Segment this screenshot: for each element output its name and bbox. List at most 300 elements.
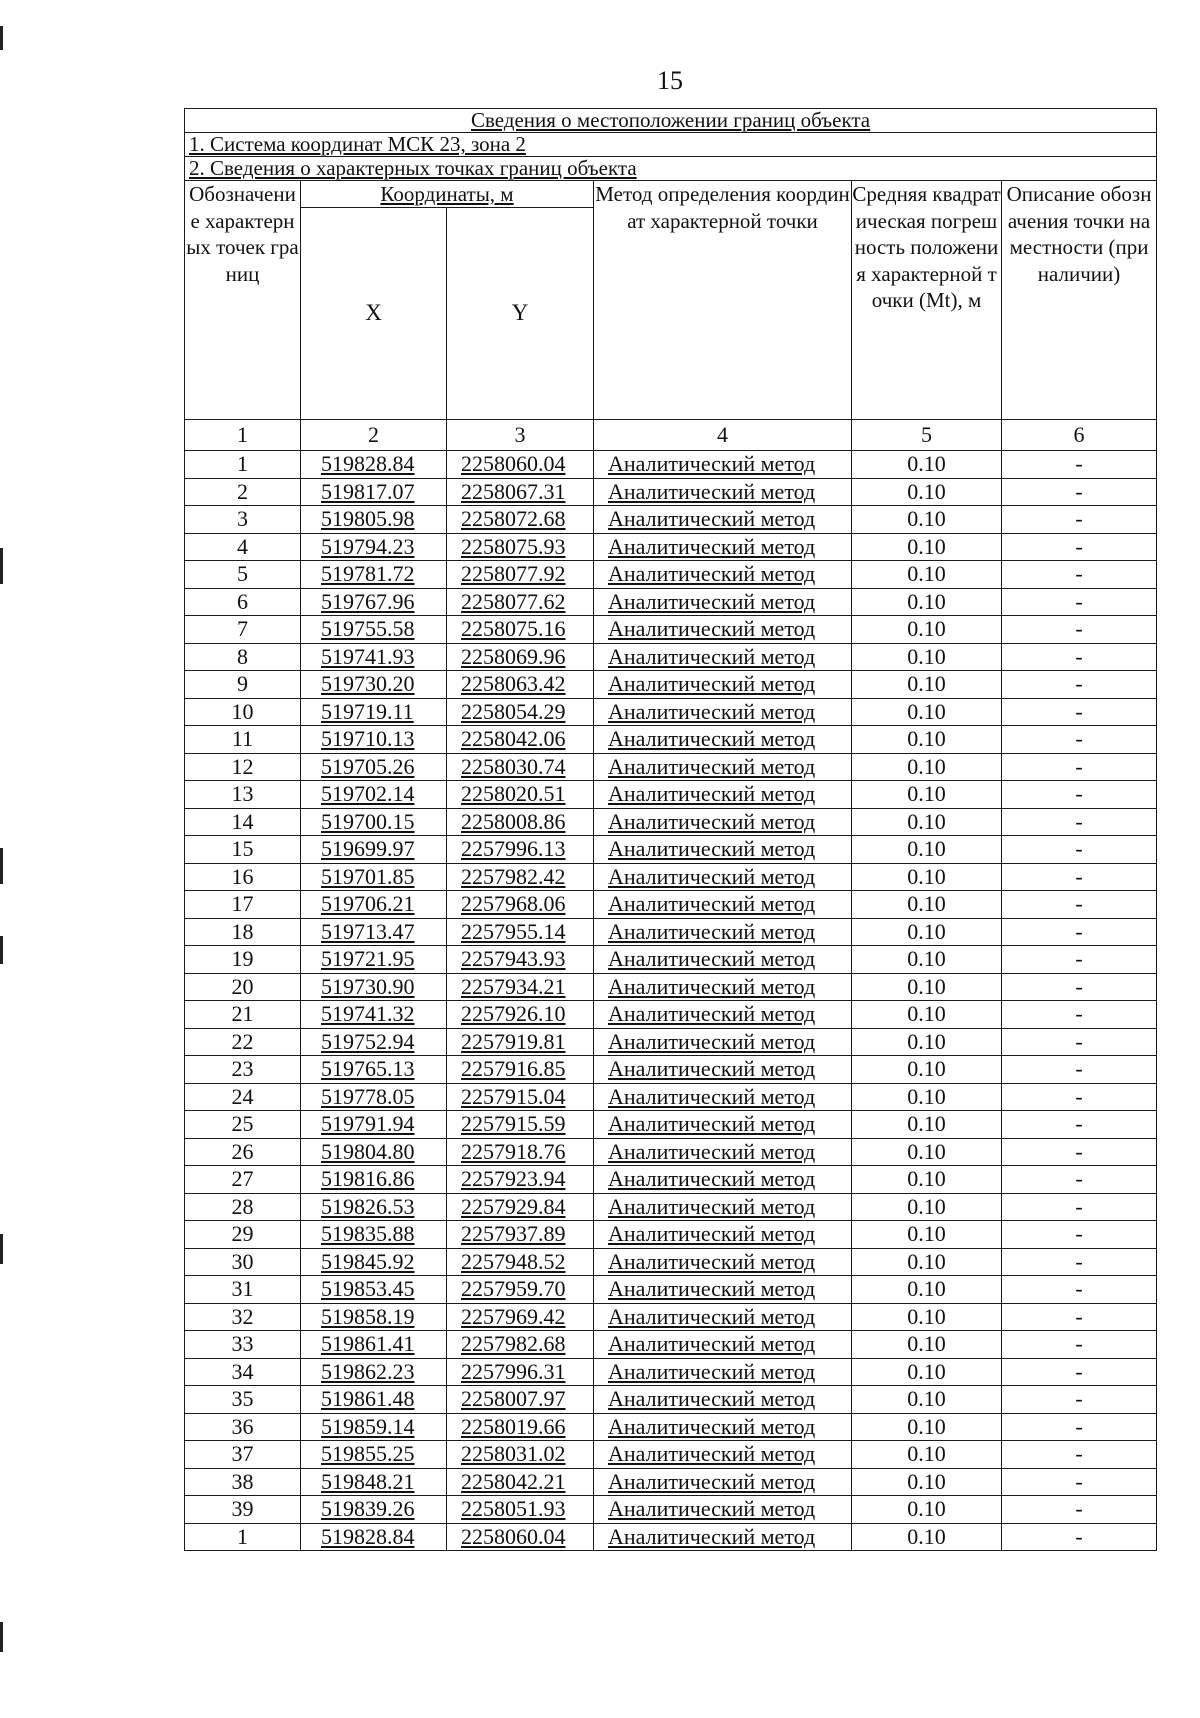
point-y: 2257919.81: [447, 1028, 594, 1056]
point-x: 519767.96: [301, 588, 447, 616]
point-method: Аналитический метод: [594, 863, 852, 891]
point-description: -: [1002, 1193, 1157, 1221]
table-row: [185, 616, 1157, 644]
point-error: 0.10: [852, 616, 1002, 644]
point-error: 0.10: [852, 726, 1002, 754]
point-description: -: [1002, 1001, 1157, 1029]
point-description: -: [1002, 1303, 1157, 1331]
point-y: 2258007.97: [447, 1386, 594, 1414]
point-description: -: [1002, 1441, 1157, 1469]
table-row: [185, 643, 1157, 671]
point-y: 2258077.92: [447, 561, 594, 589]
point-y: 2258051.93: [447, 1496, 594, 1524]
point-method: Аналитический метод: [594, 1386, 852, 1414]
table-row: [185, 478, 1157, 506]
point-method: Аналитический метод: [594, 1083, 852, 1111]
point-y: 2258075.93: [447, 533, 594, 561]
point-error: 0.10: [852, 1468, 1002, 1496]
table-row: [185, 1111, 1157, 1139]
point-method: Аналитический метод: [594, 1441, 852, 1469]
point-method: Аналитический метод: [594, 1221, 852, 1249]
point-number: 27: [185, 1166, 301, 1194]
point-x: 519848.21: [301, 1468, 447, 1496]
boundary-points-table: [184, 108, 1157, 1551]
point-x: 519853.45: [301, 1276, 447, 1304]
point-y: 2257915.59: [447, 1111, 594, 1139]
point-x: 519828.84: [301, 451, 447, 479]
table-row: [185, 973, 1157, 1001]
point-y: 2257968.06: [447, 891, 594, 919]
point-error: 0.10: [852, 506, 1002, 534]
point-y: 2257916.85: [447, 1056, 594, 1084]
point-method: Аналитический метод: [594, 533, 852, 561]
point-x: 519781.72: [301, 561, 447, 589]
table-row: [185, 533, 1157, 561]
point-description: -: [1002, 1111, 1157, 1139]
table-row: [185, 1056, 1157, 1084]
points-info-row: [185, 157, 1157, 181]
point-y: 2257918.76: [447, 1138, 594, 1166]
table-row: [185, 808, 1157, 836]
point-method: Аналитический метод: [594, 1523, 852, 1551]
point-number: 15: [185, 836, 301, 864]
point-description: -: [1002, 506, 1157, 534]
point-x: 519765.13: [301, 1056, 447, 1084]
point-number: 30: [185, 1248, 301, 1276]
point-number: 33: [185, 1331, 301, 1359]
point-description: -: [1002, 1056, 1157, 1084]
point-number: 39: [185, 1496, 301, 1524]
point-description: -: [1002, 918, 1157, 946]
point-description: -: [1002, 671, 1157, 699]
point-description: -: [1002, 726, 1157, 754]
point-y: 2258054.29: [447, 698, 594, 726]
point-error: 0.10: [852, 698, 1002, 726]
point-number: 16: [185, 863, 301, 891]
point-y: 2258019.66: [447, 1413, 594, 1441]
point-number: 20: [185, 973, 301, 1001]
table-row: [185, 1028, 1157, 1056]
page-number: 15: [657, 66, 683, 95]
scan-mark: [0, 1234, 3, 1264]
point-description: -: [1002, 1358, 1157, 1386]
point-y: 2257955.14: [447, 918, 594, 946]
point-method: Аналитический метод: [594, 1331, 852, 1359]
point-error: 0.10: [852, 478, 1002, 506]
column-number: 1: [185, 420, 301, 451]
table-row: [185, 753, 1157, 781]
point-method: Аналитический метод: [594, 451, 852, 479]
point-method: Аналитический метод: [594, 946, 852, 974]
point-number: 3: [185, 506, 301, 534]
point-y: 2258020.51: [447, 781, 594, 809]
point-description: -: [1002, 891, 1157, 919]
point-description: -: [1002, 588, 1157, 616]
table-row: [185, 451, 1157, 479]
point-error: 0.10: [852, 1056, 1002, 1084]
table-row: [185, 1386, 1157, 1414]
point-description: -: [1002, 561, 1157, 589]
point-description: -: [1002, 808, 1157, 836]
point-method: Аналитический метод: [594, 1248, 852, 1276]
point-error: 0.10: [852, 1523, 1002, 1551]
point-x: 519752.94: [301, 1028, 447, 1056]
point-x: 519855.25: [301, 1441, 447, 1469]
point-y: 2257982.42: [447, 863, 594, 891]
point-error: 0.10: [852, 533, 1002, 561]
point-description: -: [1002, 533, 1157, 561]
point-error: 0.10: [852, 588, 1002, 616]
table-row: [185, 1496, 1157, 1524]
point-number: 1: [185, 1523, 301, 1551]
point-method: Аналитический метод: [594, 808, 852, 836]
point-x: 519700.15: [301, 808, 447, 836]
point-description: -: [1002, 1248, 1157, 1276]
scan-mark: [0, 936, 3, 964]
point-method: Аналитический метод: [594, 1111, 852, 1139]
point-number: 5: [185, 561, 301, 589]
point-description: -: [1002, 1083, 1157, 1111]
point-x: 519794.23: [301, 533, 447, 561]
point-error: 0.10: [852, 1303, 1002, 1331]
point-description: -: [1002, 753, 1157, 781]
point-x: 519861.48: [301, 1386, 447, 1414]
point-y: 2257996.31: [447, 1358, 594, 1386]
point-method: Аналитический метод: [594, 671, 852, 699]
coordinate-system-row: [185, 133, 1157, 157]
point-error: 0.10: [852, 1358, 1002, 1386]
point-number: 38: [185, 1468, 301, 1496]
point-x: 519835.88: [301, 1221, 447, 1249]
point-y: 2257915.04: [447, 1083, 594, 1111]
point-error: 0.10: [852, 808, 1002, 836]
point-y: 2257948.52: [447, 1248, 594, 1276]
point-method: Аналитический метод: [594, 478, 852, 506]
scan-mark: [0, 1622, 3, 1652]
point-method: Аналитический метод: [594, 918, 852, 946]
table-row: [185, 671, 1157, 699]
point-x: 519713.47: [301, 918, 447, 946]
point-y: 2257934.21: [447, 973, 594, 1001]
points-info-heading: 2. Сведения о характерных точках границ объекта: [189, 156, 637, 180]
point-error: 0.10: [852, 946, 1002, 974]
point-number: 14: [185, 808, 301, 836]
column-number-row: [185, 420, 1157, 451]
table-row: [185, 1248, 1157, 1276]
table-row: [185, 946, 1157, 974]
point-y: 2258067.31: [447, 478, 594, 506]
point-error: 0.10: [852, 891, 1002, 919]
point-x: 519845.92: [301, 1248, 447, 1276]
point-y: 2258069.96: [447, 643, 594, 671]
column-number: 4: [594, 420, 852, 451]
point-number: 2: [185, 478, 301, 506]
point-x: 519861.41: [301, 1331, 447, 1359]
point-description: -: [1002, 1166, 1157, 1194]
table-row: [185, 1001, 1157, 1029]
point-method: Аналитический метод: [594, 1056, 852, 1084]
point-y: 2257937.89: [447, 1221, 594, 1249]
table-row: [185, 561, 1157, 589]
table-row: [185, 1468, 1157, 1496]
point-error: 0.10: [852, 1111, 1002, 1139]
table-row: [185, 1303, 1157, 1331]
point-error: 0.10: [852, 1138, 1002, 1166]
point-error: 0.10: [852, 1441, 1002, 1469]
header-x: X: [301, 208, 447, 420]
point-method: Аналитический метод: [594, 1303, 852, 1331]
point-number: 29: [185, 1221, 301, 1249]
point-number: 25: [185, 1111, 301, 1139]
point-number: 31: [185, 1276, 301, 1304]
point-description: -: [1002, 698, 1157, 726]
point-x: 519805.98: [301, 506, 447, 534]
point-x: 519778.05: [301, 1083, 447, 1111]
header-y: Y: [447, 208, 594, 420]
point-x: 519755.58: [301, 616, 447, 644]
point-error: 0.10: [852, 1276, 1002, 1304]
point-number: 32: [185, 1303, 301, 1331]
point-error: 0.10: [852, 1001, 1002, 1029]
table-row: [185, 506, 1157, 534]
point-number: 23: [185, 1056, 301, 1084]
table-row: [185, 588, 1157, 616]
point-description: -: [1002, 781, 1157, 809]
point-y: 2258031.02: [447, 1441, 594, 1469]
point-method: Аналитический метод: [594, 1001, 852, 1029]
point-number: 37: [185, 1441, 301, 1469]
table-row: [185, 1083, 1157, 1111]
point-x: 519858.19: [301, 1303, 447, 1331]
point-error: 0.10: [852, 561, 1002, 589]
header-row: [185, 181, 1157, 208]
point-method: Аналитический метод: [594, 753, 852, 781]
point-description: -: [1002, 1028, 1157, 1056]
table-row: [185, 698, 1157, 726]
header-description: Описание обозначения точки на местности (при наличии): [1002, 181, 1157, 420]
point-method: Аналитический метод: [594, 1468, 852, 1496]
point-error: 0.10: [852, 451, 1002, 479]
point-x: 519741.32: [301, 1001, 447, 1029]
point-number: 1: [185, 451, 301, 479]
point-method: Аналитический метод: [594, 1166, 852, 1194]
point-method: Аналитический метод: [594, 1496, 852, 1524]
point-method: Аналитический метод: [594, 588, 852, 616]
point-error: 0.10: [852, 918, 1002, 946]
point-y: 2258063.42: [447, 671, 594, 699]
point-method: Аналитический метод: [594, 726, 852, 754]
point-number: 24: [185, 1083, 301, 1111]
table-row: [185, 1166, 1157, 1194]
point-error: 0.10: [852, 643, 1002, 671]
point-error: 0.10: [852, 1413, 1002, 1441]
point-number: 11: [185, 726, 301, 754]
point-x: 519816.86: [301, 1166, 447, 1194]
point-method: Аналитический метод: [594, 1028, 852, 1056]
point-number: 26: [185, 1138, 301, 1166]
point-error: 0.10: [852, 863, 1002, 891]
table-row: [185, 1413, 1157, 1441]
point-method: Аналитический метод: [594, 973, 852, 1001]
point-number: 10: [185, 698, 301, 726]
table-row: [185, 1358, 1157, 1386]
point-x: 519706.21: [301, 891, 447, 919]
point-x: 519710.13: [301, 726, 447, 754]
point-y: 2258042.21: [447, 1468, 594, 1496]
table-row: [185, 1193, 1157, 1221]
point-y: 2258008.86: [447, 808, 594, 836]
point-number: 7: [185, 616, 301, 644]
point-number: 8: [185, 643, 301, 671]
table-row: [185, 863, 1157, 891]
scan-mark: [0, 848, 3, 884]
point-description: -: [1002, 1331, 1157, 1359]
point-error: 0.10: [852, 1083, 1002, 1111]
point-y: 2257923.94: [447, 1166, 594, 1194]
table-row: [185, 1221, 1157, 1249]
point-description: -: [1002, 1523, 1157, 1551]
point-x: 519721.95: [301, 946, 447, 974]
header-error: Средняя квадратическая погрешность положения характерной точки (Mt), м: [852, 181, 1002, 420]
point-x: 519701.85: [301, 863, 447, 891]
point-error: 0.10: [852, 1386, 1002, 1414]
table-row: [185, 1441, 1157, 1469]
point-y: 2258060.04: [447, 1523, 594, 1551]
point-description: -: [1002, 973, 1157, 1001]
point-description: -: [1002, 836, 1157, 864]
point-description: -: [1002, 616, 1157, 644]
point-method: Аналитический метод: [594, 1413, 852, 1441]
point-error: 0.10: [852, 1166, 1002, 1194]
point-description: -: [1002, 451, 1157, 479]
point-number: 35: [185, 1386, 301, 1414]
boundary-points-sheet: [184, 108, 1156, 1551]
point-error: 0.10: [852, 836, 1002, 864]
point-y: 2257982.68: [447, 1331, 594, 1359]
point-method: Аналитический метод: [594, 561, 852, 589]
point-y: 2258072.68: [447, 506, 594, 534]
point-method: Аналитический метод: [594, 1358, 852, 1386]
point-y: 2257959.70: [447, 1276, 594, 1304]
point-y: 2257926.10: [447, 1001, 594, 1029]
point-x: 519730.90: [301, 973, 447, 1001]
point-description: -: [1002, 643, 1157, 671]
point-x: 519699.97: [301, 836, 447, 864]
point-number: 12: [185, 753, 301, 781]
point-number: 9: [185, 671, 301, 699]
point-y: 2258077.62: [447, 588, 594, 616]
column-number: 6: [1002, 420, 1157, 451]
scan-mark: [0, 548, 3, 584]
point-error: 0.10: [852, 1221, 1002, 1249]
point-description: -: [1002, 1276, 1157, 1304]
title-row: [185, 109, 1157, 133]
table-row: [185, 1331, 1157, 1359]
point-description: -: [1002, 1221, 1157, 1249]
point-description: -: [1002, 1468, 1157, 1496]
point-y: 2258042.06: [447, 726, 594, 754]
point-method: Аналитический метод: [594, 1276, 852, 1304]
point-error: 0.10: [852, 753, 1002, 781]
point-x: 519826.53: [301, 1193, 447, 1221]
table-row: [185, 1138, 1157, 1166]
point-method: Аналитический метод: [594, 891, 852, 919]
table-row: [185, 726, 1157, 754]
point-x: 519862.23: [301, 1358, 447, 1386]
point-x: 519804.80: [301, 1138, 447, 1166]
point-method: Аналитический метод: [594, 1193, 852, 1221]
point-method: Аналитический метод: [594, 616, 852, 644]
point-number: 34: [185, 1358, 301, 1386]
point-x: 519859.14: [301, 1413, 447, 1441]
point-error: 0.10: [852, 781, 1002, 809]
point-x: 519705.26: [301, 753, 447, 781]
header-coordinates: [301, 181, 594, 208]
point-error: 0.10: [852, 671, 1002, 699]
point-x: 519730.20: [301, 671, 447, 699]
point-method: Аналитический метод: [594, 1138, 852, 1166]
point-y: 2257969.42: [447, 1303, 594, 1331]
point-method: Аналитический метод: [594, 698, 852, 726]
point-number: 21: [185, 1001, 301, 1029]
point-number: 19: [185, 946, 301, 974]
point-description: -: [1002, 946, 1157, 974]
point-number: 13: [185, 781, 301, 809]
table-row: [185, 1276, 1157, 1304]
point-description: -: [1002, 1386, 1157, 1414]
point-number: 22: [185, 1028, 301, 1056]
coordinate-system: 1. Система координат МСК 23, зона 2: [189, 132, 526, 156]
point-x: 519719.11: [301, 698, 447, 726]
point-error: 0.10: [852, 1248, 1002, 1276]
point-description: -: [1002, 863, 1157, 891]
point-y: 2258075.16: [447, 616, 594, 644]
point-error: 0.10: [852, 1193, 1002, 1221]
point-x: 519839.26: [301, 1496, 447, 1524]
point-description: -: [1002, 1496, 1157, 1524]
column-number: 3: [447, 420, 594, 451]
point-x: 519828.84: [301, 1523, 447, 1551]
table-row: [185, 836, 1157, 864]
point-number: 6: [185, 588, 301, 616]
point-error: 0.10: [852, 1331, 1002, 1359]
point-number: 18: [185, 918, 301, 946]
scan-mark: [0, 26, 3, 50]
column-number: 5: [852, 420, 1002, 451]
table-row: [185, 918, 1157, 946]
point-x: 519817.07: [301, 478, 447, 506]
table-title: Сведения о местоположении границ объекта: [470, 108, 871, 132]
point-description: -: [1002, 1413, 1157, 1441]
point-y: 2257943.93: [447, 946, 594, 974]
point-description: -: [1002, 1138, 1157, 1166]
table-row: [185, 891, 1157, 919]
point-number: 36: [185, 1413, 301, 1441]
table-row: [185, 1523, 1157, 1551]
point-error: 0.10: [852, 1028, 1002, 1056]
point-description: -: [1002, 478, 1157, 506]
point-y: 2257996.13: [447, 836, 594, 864]
point-x: 519702.14: [301, 781, 447, 809]
header-designation: Обозначение характерных точек границ: [185, 181, 301, 420]
point-error: 0.10: [852, 1496, 1002, 1524]
point-number: 28: [185, 1193, 301, 1221]
column-number: 2: [301, 420, 447, 451]
point-method: Аналитический метод: [594, 643, 852, 671]
point-x: 519741.93: [301, 643, 447, 671]
point-x: 519791.94: [301, 1111, 447, 1139]
point-error: 0.10: [852, 973, 1002, 1001]
